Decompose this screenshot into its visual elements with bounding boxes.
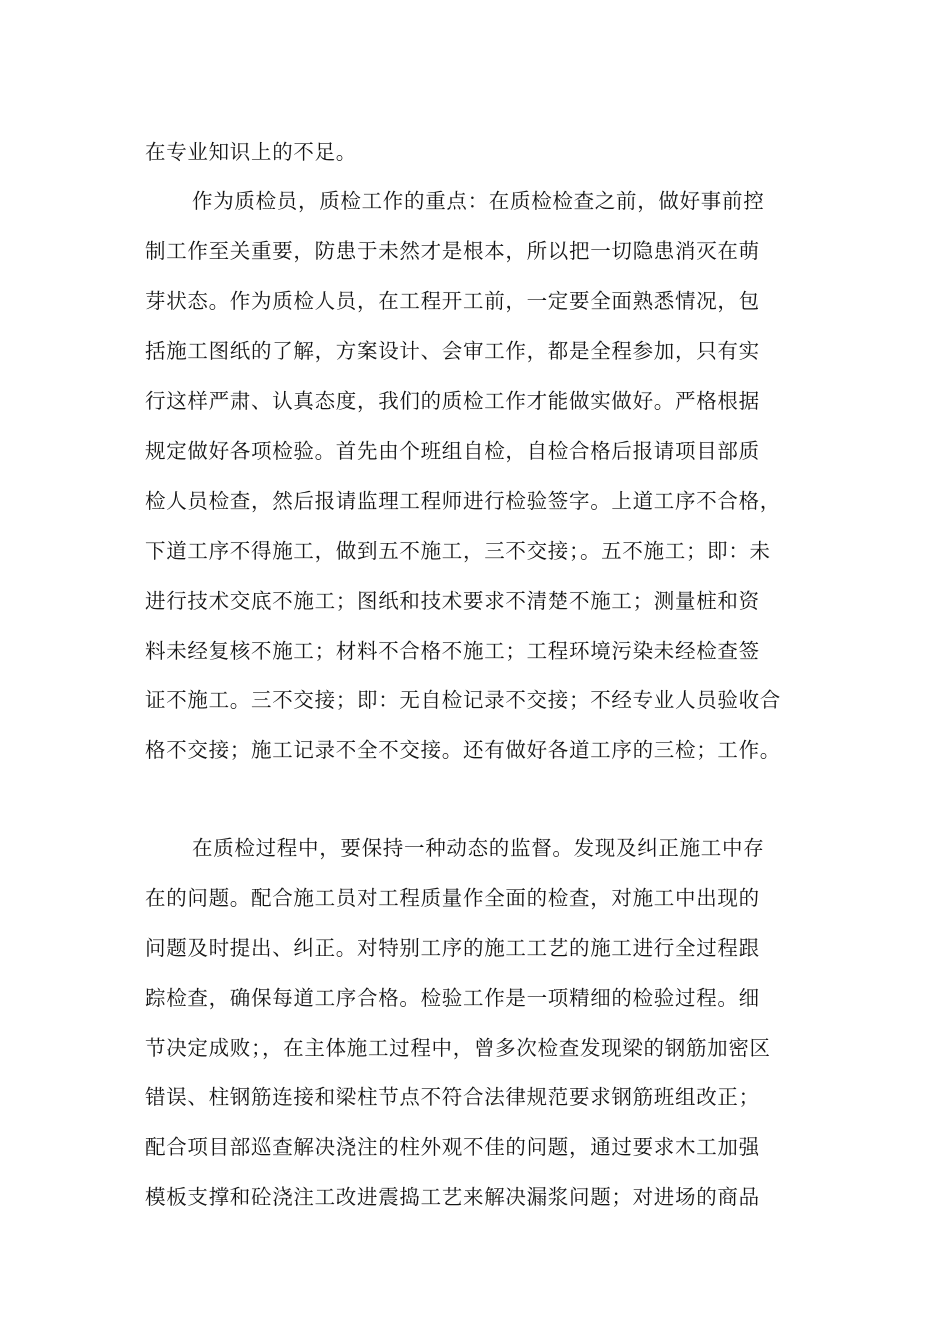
text-line: 踪检查，确保每道工序合格。检验工作是一项精细的检验过程。细 — [145, 986, 760, 1010]
text-line: 芽状态。作为质检人员，在工程开工前，一定要全面熟悉情况，包 — [145, 289, 760, 313]
text-line: 料未经复核不施工；材料不合格不施工；工程环境污染未经检查签 — [145, 639, 760, 663]
text-line: 格不交接；施工记录不全不交接。还有做好各道工序的三检；工作。 — [145, 738, 781, 762]
text-line: 制工作至关重要，防患于未然才是根本，所以把一切隐患消灭在萌 — [145, 239, 760, 263]
text-line: 作为质检员，质检工作的重点：在质检检查之前，做好事前控 — [192, 189, 765, 213]
text-line: 进行技术交底不施工；图纸和技术要求不清楚不施工；测量桩和资 — [145, 589, 760, 613]
text-line: 括施工图纸的了解，方案设计、会审工作，都是全程参加，只有实 — [145, 339, 760, 363]
text-line: 下道工序不得施工，做到五不施工，三不交接；。五不施工；即：未 — [145, 539, 771, 563]
text-line: 配合项目部巡查解决浇注的柱外观不佳的问题，通过要求木工加强 — [145, 1135, 760, 1159]
text-line: 在的问题。配合施工员对工程质量作全面的检查，对施工中出现的 — [145, 886, 760, 910]
text-line: 问题及时提出、纠正。对特别工序的施工工艺的施工进行全过程跟 — [145, 936, 760, 960]
text-line: 行这样严肃、认真态度，我们的质检工作才能做实做好。严格根据 — [145, 389, 760, 413]
text-line: 在质检过程中，要保持一种动态的监督。发现及纠正施工中存 — [192, 836, 765, 860]
text-line: 检人员检查，然后报请监理工程师进行检验签字。上道工序不合格， — [145, 489, 781, 513]
text-line: 错误、柱钢筋连接和梁柱节点不符合法律规范要求钢筋班组改正； — [145, 1085, 760, 1109]
text-line: 规定做好各项检验。首先由个班组自检，自检合格后报请项目部质 — [145, 439, 760, 463]
text-line: 证不施工。三不交接；即：无自检记录不交接；不经专业人员验收合 — [145, 688, 781, 712]
text-line: 模板支撑和砼浇注工改进震捣工艺来解决漏浆问题；对进场的商品 — [145, 1185, 760, 1209]
text-line: 节决定成败；，在主体施工过程中，曾多次检查发现梁的钢筋加密区 — [145, 1036, 771, 1060]
text-line: 在专业知识上的不足。 — [145, 140, 357, 164]
